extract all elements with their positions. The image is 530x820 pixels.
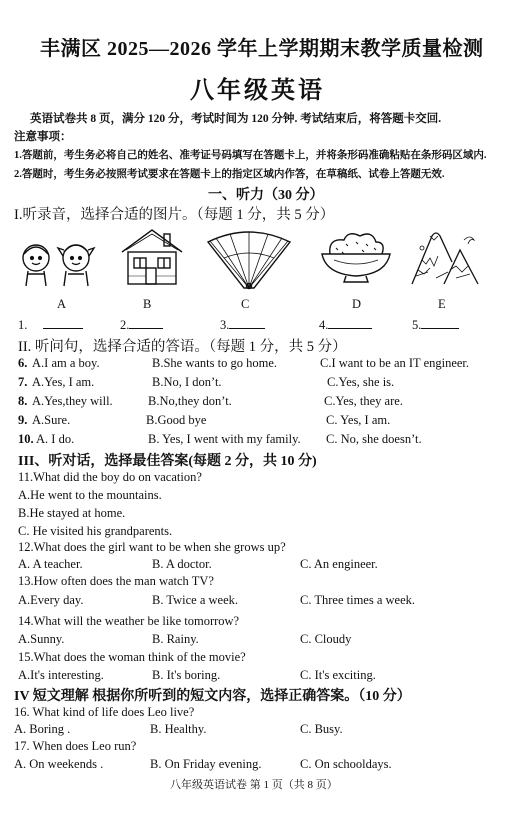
option-a: A.Every day.: [18, 593, 84, 607]
question-number: 8.: [18, 394, 28, 408]
question-text: 16. What kind of life does Leo live?: [14, 705, 195, 719]
exam-info: 英语试卷共 8 页，满分 120 分，考试时间为 120 分钟. 考试结束后，将答题卡交回.: [30, 113, 442, 125]
option-c: C.Yes, they are.: [324, 394, 403, 408]
option-b: B.No,they don’t.: [148, 394, 232, 408]
option-c: C. Cloudy: [300, 632, 352, 646]
answer-blank-4[interactable]: 4.: [319, 318, 372, 333]
option-a: A. On weekends .: [14, 757, 104, 771]
notice-title: 注意事项：: [14, 131, 72, 143]
answer-blank-2[interactable]: 2.: [120, 318, 163, 333]
option-b: B.She wants to go home.: [152, 356, 277, 370]
question-text: 14.What will the weather be like tomorrow?: [18, 614, 240, 628]
option-b: B. Rainy.: [152, 632, 199, 646]
picture-label: D: [352, 297, 362, 311]
fan-icon: [204, 228, 294, 294]
house-icon: [118, 226, 186, 288]
option-b: B. Yes, I went with my family.: [148, 432, 301, 446]
question-text: 15.What does the woman think of the movie?: [18, 650, 246, 664]
option-a: A. I do.: [36, 432, 75, 446]
question-number: 10.: [18, 432, 34, 446]
option-a: A.Sure.: [32, 413, 71, 427]
answer-blank-1[interactable]: 1.: [18, 318, 83, 333]
option-b: B.No, I don’t.: [152, 375, 222, 389]
option-b: B. On Friday evening.: [150, 757, 262, 771]
question-number: 6.: [18, 356, 28, 370]
option-c: C. Busy.: [300, 722, 343, 736]
option-c: C. He visited his grandparents.: [18, 524, 173, 538]
option-c: C. It's exciting.: [300, 668, 376, 682]
option-b: B.He stayed at home.: [18, 506, 126, 520]
question-number: 7.: [18, 375, 28, 389]
option-c: C. Yes, I am.: [326, 413, 391, 427]
option-a: A. A teacher.: [18, 557, 83, 571]
option-a: A.It's interesting.: [18, 668, 104, 682]
page-footer: 八年级英语试卷 第 1 页（共 8 页）: [170, 779, 338, 791]
option-b: B.Good bye: [146, 413, 207, 427]
option-a: A. Boring .: [14, 722, 71, 736]
option-c: C. An engineer.: [300, 557, 378, 571]
option-c: C. No, she doesn’t.: [326, 432, 422, 446]
section-3-title: III、听对话，选择最佳答案(每题 2 分，共 10 分): [18, 454, 317, 469]
option-a: A.He went to the mountains.: [18, 488, 162, 502]
section-1-title: I.听录音，选择合适的图片。（每题 1 分，共 5 分）: [14, 207, 335, 223]
option-b: B. Healthy.: [150, 722, 207, 736]
rice-bowl-icon: [316, 228, 396, 284]
picture-label: E: [438, 297, 446, 311]
exam-title: 丰满区 2025—2026 学年上学期期末教学质量检测: [40, 38, 484, 60]
notice-1: 1.答题前，考生务必将自己的姓名、准考证号码填写在答题卡上，并将条形码准确粘贴在条形码区域内.: [14, 150, 487, 161]
answer-blank-5[interactable]: 5.: [412, 318, 459, 333]
option-a: A.Yes, I am.: [32, 375, 95, 389]
option-b: B. A doctor.: [152, 557, 212, 571]
picture-label: C: [241, 297, 250, 311]
section-4-title: IV 短文理解 根据你所听到的短文内容，选择正确答案。（10 分）: [14, 689, 411, 704]
option-a: A.Sunny.: [18, 632, 65, 646]
option-c: C.Yes, she is.: [327, 375, 395, 389]
option-c: C.I want to be an IT engineer.: [320, 356, 470, 370]
option-a: A.Yes,they will.: [32, 394, 113, 408]
picture-label: B: [143, 297, 152, 311]
picture-label: A: [57, 297, 67, 311]
part-listening-title: 一、听力（30 分）: [208, 188, 324, 203]
question-text: 11.What did the boy do on vacation?: [18, 470, 202, 484]
notice-2: 2.答题时，考生务必按照考试要求在答题卡上的指定区域内作答，在草稿纸、试卷上答题无效.: [14, 169, 445, 180]
question-text: 17. When does Leo run?: [14, 739, 137, 753]
answer-blank-3[interactable]: 3.: [220, 318, 265, 333]
mountain-icon: [408, 226, 480, 286]
option-c: C. Three times a week.: [300, 593, 416, 607]
option-b: B. Twice a week.: [152, 593, 239, 607]
question-number: 9.: [18, 413, 28, 427]
exam-subtitle: 八年级英语: [190, 78, 325, 104]
option-b: B. It's boring.: [152, 668, 221, 682]
question-text: 12.What does the girl want to be when she grows up?: [18, 540, 286, 554]
question-text: 13.How often does the man watch TV?: [18, 574, 214, 588]
option-a: A.I am a boy.: [32, 356, 100, 370]
section-2-title: II. 听问句，选择合适的答语。（每题 1 分，共 5 分）: [18, 339, 347, 355]
option-c: C. On schooldays.: [300, 757, 392, 771]
two-girls-icon: [14, 228, 100, 290]
